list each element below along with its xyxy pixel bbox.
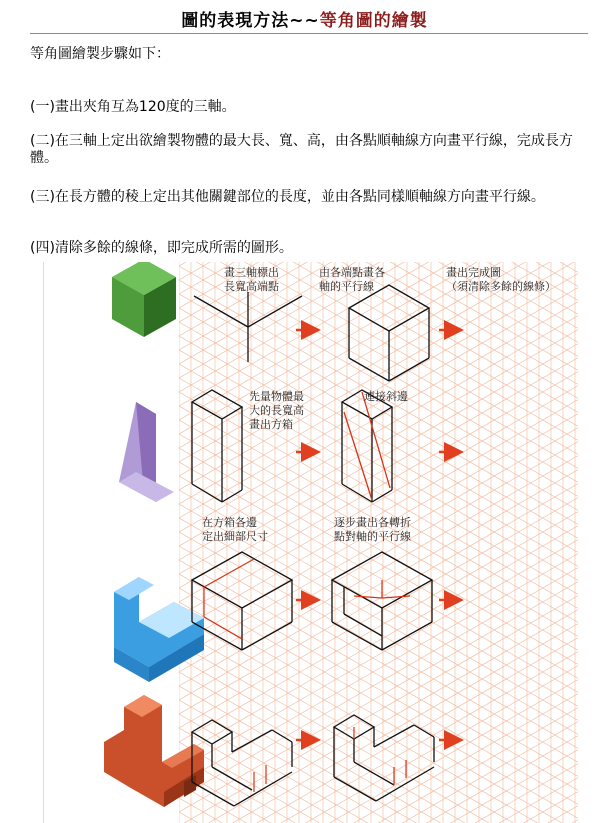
note-box [249, 390, 304, 432]
step-2: (二)在三軸上定出欲繪製物體的最大長、寬、高，由各點順軸線方向畫平行線，完成長方體。 [30, 133, 573, 166]
purple-wedge-icon [119, 402, 174, 502]
note-turns [334, 516, 411, 544]
note-parallel [319, 266, 385, 294]
note-parallel-text: 由各端點畫各 軸的平行線 [319, 266, 385, 293]
isometric-steps-figure [43, 262, 578, 823]
title-highlight: 等角圖的繪製 [319, 11, 428, 31]
note-finish [446, 266, 556, 294]
note-turns-text: 逐步畫出各轉折 點對軸的平行線 [334, 516, 411, 543]
note-axes [224, 266, 279, 294]
figure-drawing [44, 262, 578, 823]
step-3: (三)在長方體的稜上定出其他關鍵部位的長度，並由各點同樣順軸線方向畫平行線。 [30, 189, 545, 205]
note-slant-text: 連接斜邊 [364, 390, 408, 403]
title-prefix: 圖的表現方法~~ [181, 11, 320, 31]
blue-l-block-icon [114, 577, 204, 682]
note-box-text: 先量物體最 大的長寬高 畫出方箱 [249, 390, 304, 431]
intro-text: 等角圖繪製步驟如下： [30, 46, 170, 62]
page-title [0, 6, 609, 31]
note-finish-text: 畫出完成圖 （須清除多餘的線條） [446, 266, 556, 293]
row4-block-a [192, 720, 292, 806]
row3-detail-red-b [354, 580, 410, 598]
note-detail [202, 516, 268, 544]
step-1: (一)畫出夾角互為120度的三軸。 [30, 99, 236, 115]
row3-box-a [192, 552, 292, 650]
step-4: (四)清除多餘的線條，即完成所需的圖形。 [30, 240, 293, 256]
title-divider [30, 33, 588, 34]
green-cube-icon [112, 262, 176, 337]
note-detail-text: 在方箱各邊 定出細部尺寸 [202, 516, 268, 543]
red-step-block-icon [104, 695, 204, 807]
note-axes-text: 畫三軸標出 長寬高端點 [224, 266, 279, 293]
note-slant [364, 390, 408, 404]
